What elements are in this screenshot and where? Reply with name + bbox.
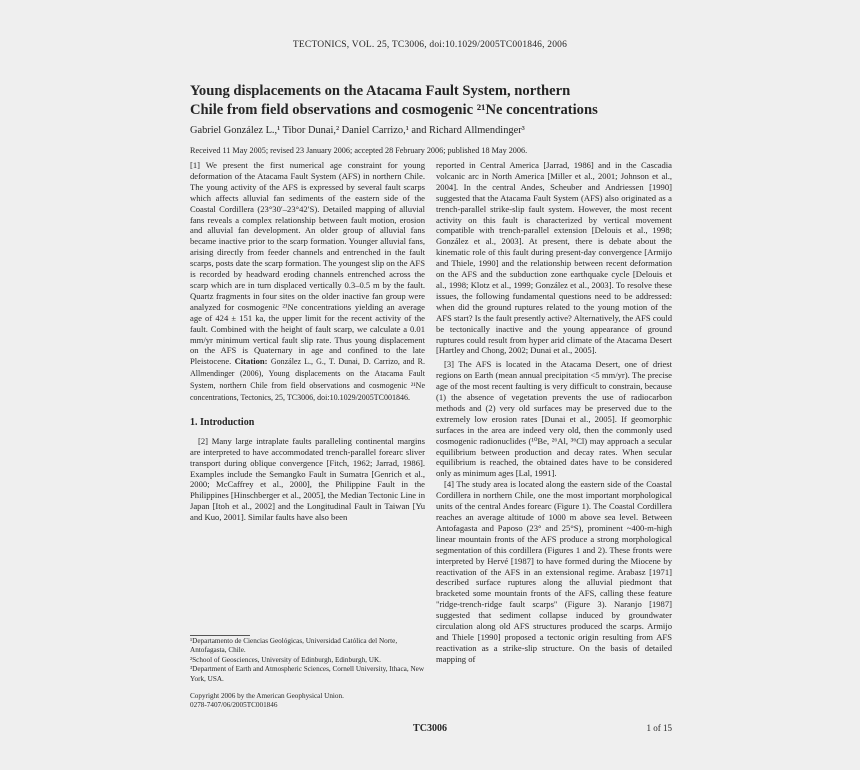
publication-dates: Received 11 May 2005; revised 23 January 2006; accepted 28 February 2006; published 18 May 2006. <box>190 146 528 155</box>
intro-paragraph-4: [4] The study area is located along the eastern side of the Coastal Cordillera in northern Chile, one the most important morphological units of the central Andes forearc (Figure 1). The Coastal Cordillera reaches an average altitude of 1000 m above sea level. Between Antofagasta and Paposo (23° and 25°S), prominent ~400-m-high linear mountain fronts of the AFS produce a strong morphological segmentation of this cordillera (Figures 1 and 2). These fronts were interpreted by Hervé [1987] to have formed during the Miocene by reactivation of the AFS in an extensional regime. Arabasz [1971] described surface ruptures along the alluvial piedmont that bracketed some mountain fronts of the AFS, calling these feature "ridge-trench-ridge fault scarps" (Figure 3). Naranjo [1987] suggested that sediment collapse induced by groundwater circulation along old AFS structures produced the scarps. Armijo and Thiele [1990] proposed a tectonic origin resulting from AFS reactivation as a strike-slip structure. On the basis of detailed mapping of <box>436 479 672 664</box>
copyright: Copyright 2006 by the American Geophysical Union. <box>190 692 344 701</box>
footer-page-number: 1 of 15 <box>646 723 672 733</box>
section-heading: 1. Introduction <box>190 416 255 428</box>
citation-label: Citation: <box>234 356 268 367</box>
footnote-1: ¹Departamento de Ciencias Geológicas, Universidad Católica del Norte, Antofagasta, Chile. <box>190 637 398 655</box>
abstract-text: [1] We present the first numerical age constraint for young deformation of the Atacama Fault System (AFS) in northern Chile. The young activity of the AFS is expressed by several fault scarps which affects alluvial fan sediments of the eastern side of the Coastal Cordillera (23°30′–23°42′S). Detailed mapping of alluvial fans reveals a complex relationship between fault motion, erosion and alluvial fan development. An older group of alluvial fans became inactive prior to the scarp formation. Younger alluvial fans, arising directly from feeder channels and entrenched in the fault scarps, posts date the scarp formation. The youngest slip on the AFS is recorded by headward eroding channels entrenched across the scarp which are in turn displaced vertically 0.3–0.5 m by the fault. Quartz fragments in four sites on the older inactive fan group were analyzed for cosmogenic ²¹Ne concentrations yielding an average age of 424 ± 151 ka, the upper limit for the recent activity of the fault. Combined with the height of fault scarp, we calculate a 0.01 mm/yr minimum vertical fault slip rate. Thus young displacement on the AFS is Quaternary in age and confined to the late Pleistocene. <box>190 160 425 367</box>
abstract <box>190 160 425 404</box>
footnote-rule <box>190 635 250 636</box>
footnotes <box>190 637 425 711</box>
intro-paragraph-3: [3] The AFS is located in the Atacama Desert, one of driest regions on Earth (mean annual precipitation <5 mm/yr). The precise age of the most recent faulting is very difficult to constrain, because (1) the absence of vegetation prevents the use of radiocarbon methods and (2) very old surfaces may be preserved due to the extremely low erosion rates [Dunai et al., 2005]. If geomorphic surfaces in the area are indeed very old, then the commonly used cosmogenic radionuclides (¹⁰Be, ²⁶Al, ³⁶Cl) may approach a secular equilibrium between production and decay rates. When secular equilibrium is reached, the obtained dates have to be considered only as minimum ages [Lal, 1991]. <box>436 359 672 479</box>
footnote-3: ³Department of Earth and Atmospheric Sciences, Cornell University, Ithaca, New York, USA. <box>190 665 425 683</box>
right-column <box>436 160 672 665</box>
title-line-1: Young displacements on the Atacama Fault System, northern <box>190 83 571 99</box>
footnote-2: ²School of Geosciences, University of Edinburgh, Edinburgh, UK. <box>190 655 381 664</box>
paper-title <box>190 82 690 120</box>
title-line-2: Chile from field observations and cosmogenic ²¹Ne concentrations <box>190 102 598 118</box>
author-list: Gabriel González L.,¹ Tibor Dunai,² Daniel Carrizo,¹ and Richard Allmendinger³ <box>190 125 525 136</box>
copyright-id: 0278-7407/06/2005TC001846 <box>190 701 278 710</box>
journal-header: TECTONICS, VOL. 25, TC3006, doi:10.1029/2005TC001846, 2006 <box>292 40 568 50</box>
intro-paragraph-2: [2] Many large intraplate faults paralleling continental margins are interpreted to have accommodated trench-parallel forearc sliver transport during oblique convergence [Fitch, 1962; Jarrad, 1986]. Examples include the Semangko Fault in Sumatra [Genrich et al., 2000; McCaffrey et al., 2000], the Philippine Fault in the Philippines [Hinschberger et al., 2005], the Median Tectonic Line in Japan [Itoh et al., 2002] and the Longitudinal Fault in Taiwan [Yu and Kuo, 2001]. Similar faults have also been <box>190 435 425 523</box>
footer-article-id: TC3006 <box>413 723 447 734</box>
left-column <box>190 160 425 523</box>
intro-paragraph-2-continued: reported in Central America [Jarrad, 1986] and in the Cascadia volcanic arc in North America [Miller et al., 2001; Johnson et al., 2004]. In the central Andes, Scheuber and Andriessen [1990] suggested that the Atacama Fault System (AFS) also originated as a trench-parallel strike-slip fault system. However, the most recent activity on this fault is characterized by vertical movement compatible with trench-parallel extension [Delouis et al., 1998; González et al., 2003]. At present, there is debate about the kinematic role of this fault during present-day convergence [Armijo and Thiele, 1990] and the relationship between recent deformation on the AFS and the subduction zone earthquake cycle [Delouis et al., 1998; Klotz et al., 1999; González et al., 2003]. To resolve these issues, the following fundamental questions need to be addressed: when did the ground ruptures related to the young motion of the AFS start? Is the fault presently active? Alternatively, the AFS could be tectonically inactive and the young appearance of ground ruptures could result from hyper arid climate of the Atacama Desert [Hartley and Chong, 2002; Dunai et al., 2005]. <box>436 160 672 356</box>
citation-text: González L., G., T. Dunai, D. Carrizo, and R. Allmendinger (2006), Young displacements on the Atacama Fault System, northern Chile from field observations and cosmogenic ²¹Ne concentrations, Tectonics, 25, TC3006, doi:10.1029/2005TC001846. <box>190 357 426 403</box>
